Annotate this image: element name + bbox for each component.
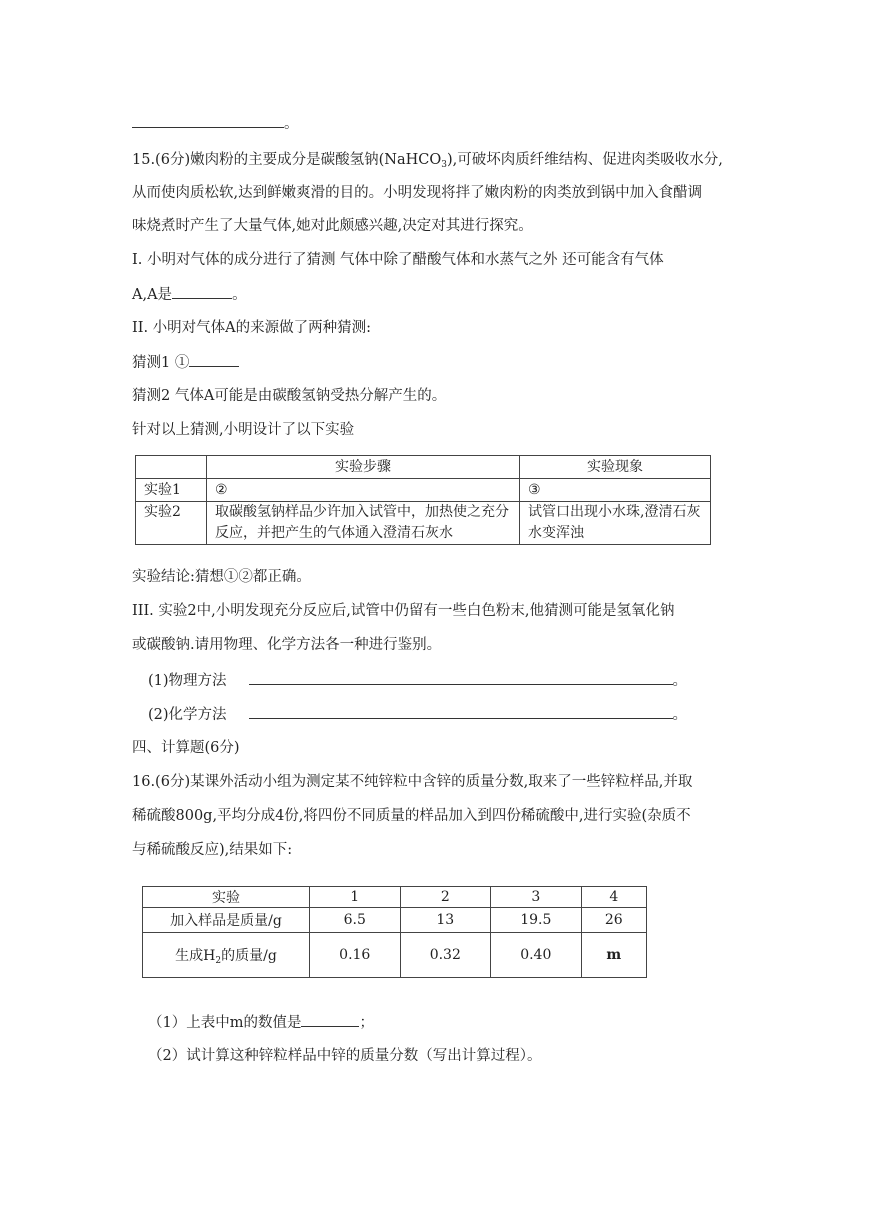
- answer-blank: [132, 113, 284, 128]
- table-row: 生成$H_2$的质量/g 0.16 0.32 0.40 m: [143, 933, 647, 978]
- q16-line2: 稀硫酸800g,平均分成4份,将四份不同质量的样品加入到四份稀硫酸中,进行实验(杂质不: [132, 808, 691, 824]
- q15-method1: (1)物理方法 。: [148, 670, 687, 691]
- section-heading: 四、计算题(6分): [132, 740, 240, 756]
- answer-blank: [301, 1012, 359, 1027]
- table-row: 实验2 取碳酸氢钠样品少许加入试管中，加热使之充分反应，并把产生的气体通入澄清石灰水 试管口出现小水珠,澄清石灰水变浑浊: [136, 502, 711, 545]
- q15-conclusion: 实验结论:猜想①②都正确。: [132, 569, 311, 585]
- q15-line3: 味烧煮时产生了大量气体,她对此颇感兴趣,决定对其进行探究。: [132, 218, 533, 234]
- results-table: [142, 886, 647, 978]
- table-row: 实验1 ② ③: [136, 479, 711, 502]
- q15-part1-line1: I. 小明对气体的成分进行了猜测 气体中除了醋酸气体和水蒸气之外 还可能含有气体: [132, 252, 664, 268]
- q16-sub1: （1）上表中m的数值是 ；: [148, 1012, 374, 1033]
- q16-sub2: （2）试计算这种锌粒样品中锌的质量分数（写出计算过程）。: [148, 1048, 542, 1064]
- q15-guess2: 猜测2 气体A可能是由碳酸氢钠受热分解产生的。: [132, 388, 447, 404]
- q15-line2: 从而使肉质松软,达到鲜嫩爽滑的目的。小明发现将拌了嫩肉粉的肉类放到锅中加入食醋调: [132, 185, 703, 201]
- q15-guess1: 猜测1 ①: [132, 352, 239, 373]
- table-row: 加入样品是质量/g 6.5 13 19.5 26: [143, 908, 647, 933]
- q15-intro: 15.(6分)嫩肉粉的主要成分是碳酸氢钠(NaHCO$_3$),可破坏肉质纤维结构、促进肉类吸收水分,: [132, 152, 723, 170]
- experiment-table: [135, 455, 711, 545]
- answer-blank: [189, 352, 239, 367]
- q15-part2: II. 小明对气体A的来源做了两种猜测:: [132, 320, 372, 336]
- table-header: 实验步骤: [207, 456, 520, 479]
- q15-part3-line1: III. 实验2中,小明发现充分反应后,试管中仍留有一些白色粉末,他猜测可能是氢氧化钠: [132, 603, 675, 619]
- table-row: 实验 1 2 3 4: [143, 887, 647, 908]
- q15-part1-line2: A,A是 。: [132, 284, 247, 305]
- previous-answer-line: 。: [132, 113, 299, 134]
- q15-part3-line2: 或碳酸钠.请用物理、化学方法各一种进行鉴别。: [132, 637, 442, 653]
- table-header: 实验现象: [520, 456, 711, 479]
- answer-blank: [249, 670, 673, 685]
- answer-blank: [249, 704, 673, 719]
- table-row: [136, 456, 711, 479]
- answer-blank: [172, 284, 232, 299]
- q16-line1: 16.(6分)某课外活动小组为测定某不纯锌粒中含锌的质量分数,取来了一些锌粒样品,并取: [132, 774, 693, 790]
- q16-line3: 与稀硫酸反应),结果如下:: [132, 842, 293, 858]
- q15-method2: (2)化学方法 。: [148, 704, 687, 725]
- q15-design: 针对以上猜测,小明设计了以下实验: [132, 422, 355, 438]
